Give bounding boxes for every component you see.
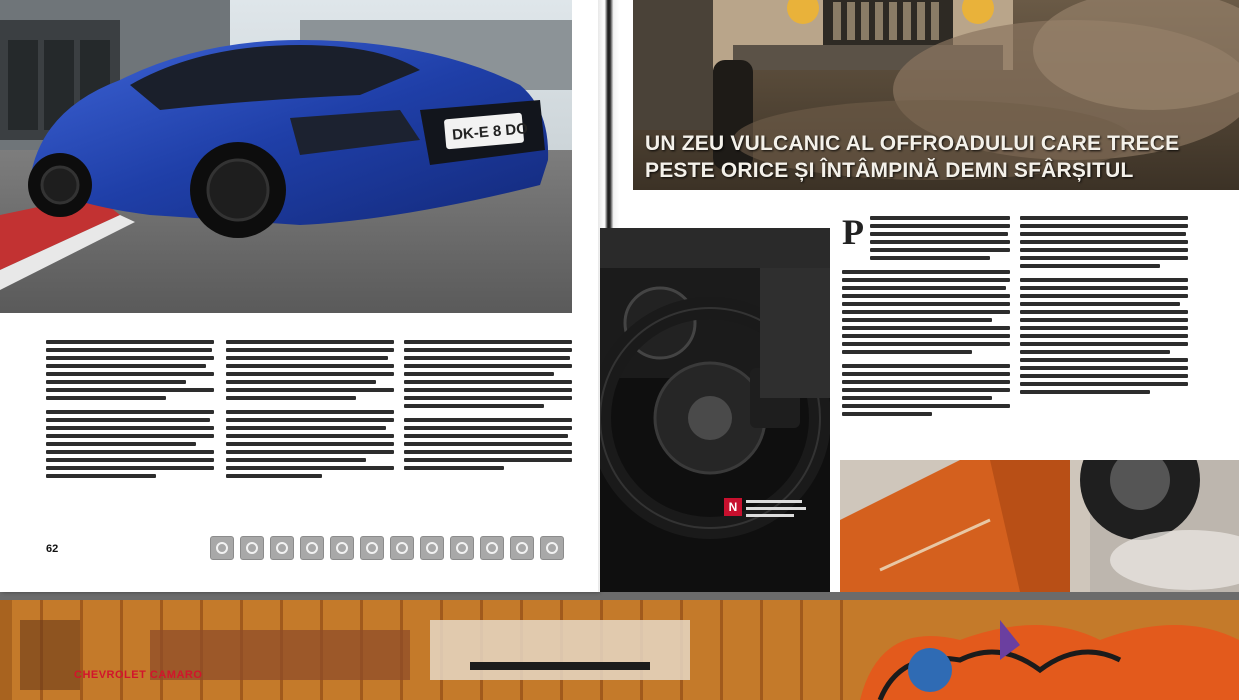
caption-badge: N xyxy=(724,498,742,516)
article-column-4-cont xyxy=(842,270,1010,420)
page-number: 62 xyxy=(46,543,59,555)
audi-r8-photo xyxy=(0,0,572,313)
torque-icon xyxy=(330,536,354,560)
article-column-5 xyxy=(1020,216,1188,398)
jeep-orange-detail-photo xyxy=(840,460,1239,592)
article-column-2 xyxy=(226,340,394,520)
acceleration-icon xyxy=(420,536,444,560)
engine-icon xyxy=(210,536,234,560)
next-article-tag: CHEVROLET CAMARO xyxy=(74,669,203,681)
article-column-1 xyxy=(46,340,214,520)
drop-cap: P xyxy=(842,212,864,252)
gearbox-icon xyxy=(240,536,264,560)
photo-caption-line xyxy=(746,500,802,503)
power-icon xyxy=(300,536,324,560)
emissions-icon xyxy=(480,536,504,560)
fuel-icon xyxy=(270,536,294,560)
spec-pictogram-row xyxy=(210,536,564,560)
speed-icon xyxy=(390,536,414,560)
next-spread-graffiti-photo xyxy=(0,600,1239,700)
license-plate-text: DK-E 8 DO xyxy=(451,120,529,144)
jeep-interior-photo xyxy=(600,228,830,592)
rating-icon xyxy=(540,536,564,560)
photo-caption-line xyxy=(746,507,806,510)
article-headline: UN ZEU VULCANIC AL OFFROADULUI CARE TRECE PESTE ORICE ȘI ÎNTÂMPINĂ DEMN SFÂRȘITUL xyxy=(645,132,1180,182)
photo-caption-line xyxy=(746,514,794,517)
consumption-icon xyxy=(450,536,474,560)
article-column-4 xyxy=(870,216,1038,264)
price-icon xyxy=(510,536,534,560)
weight-icon xyxy=(360,536,384,560)
article-column-3 xyxy=(404,340,572,520)
